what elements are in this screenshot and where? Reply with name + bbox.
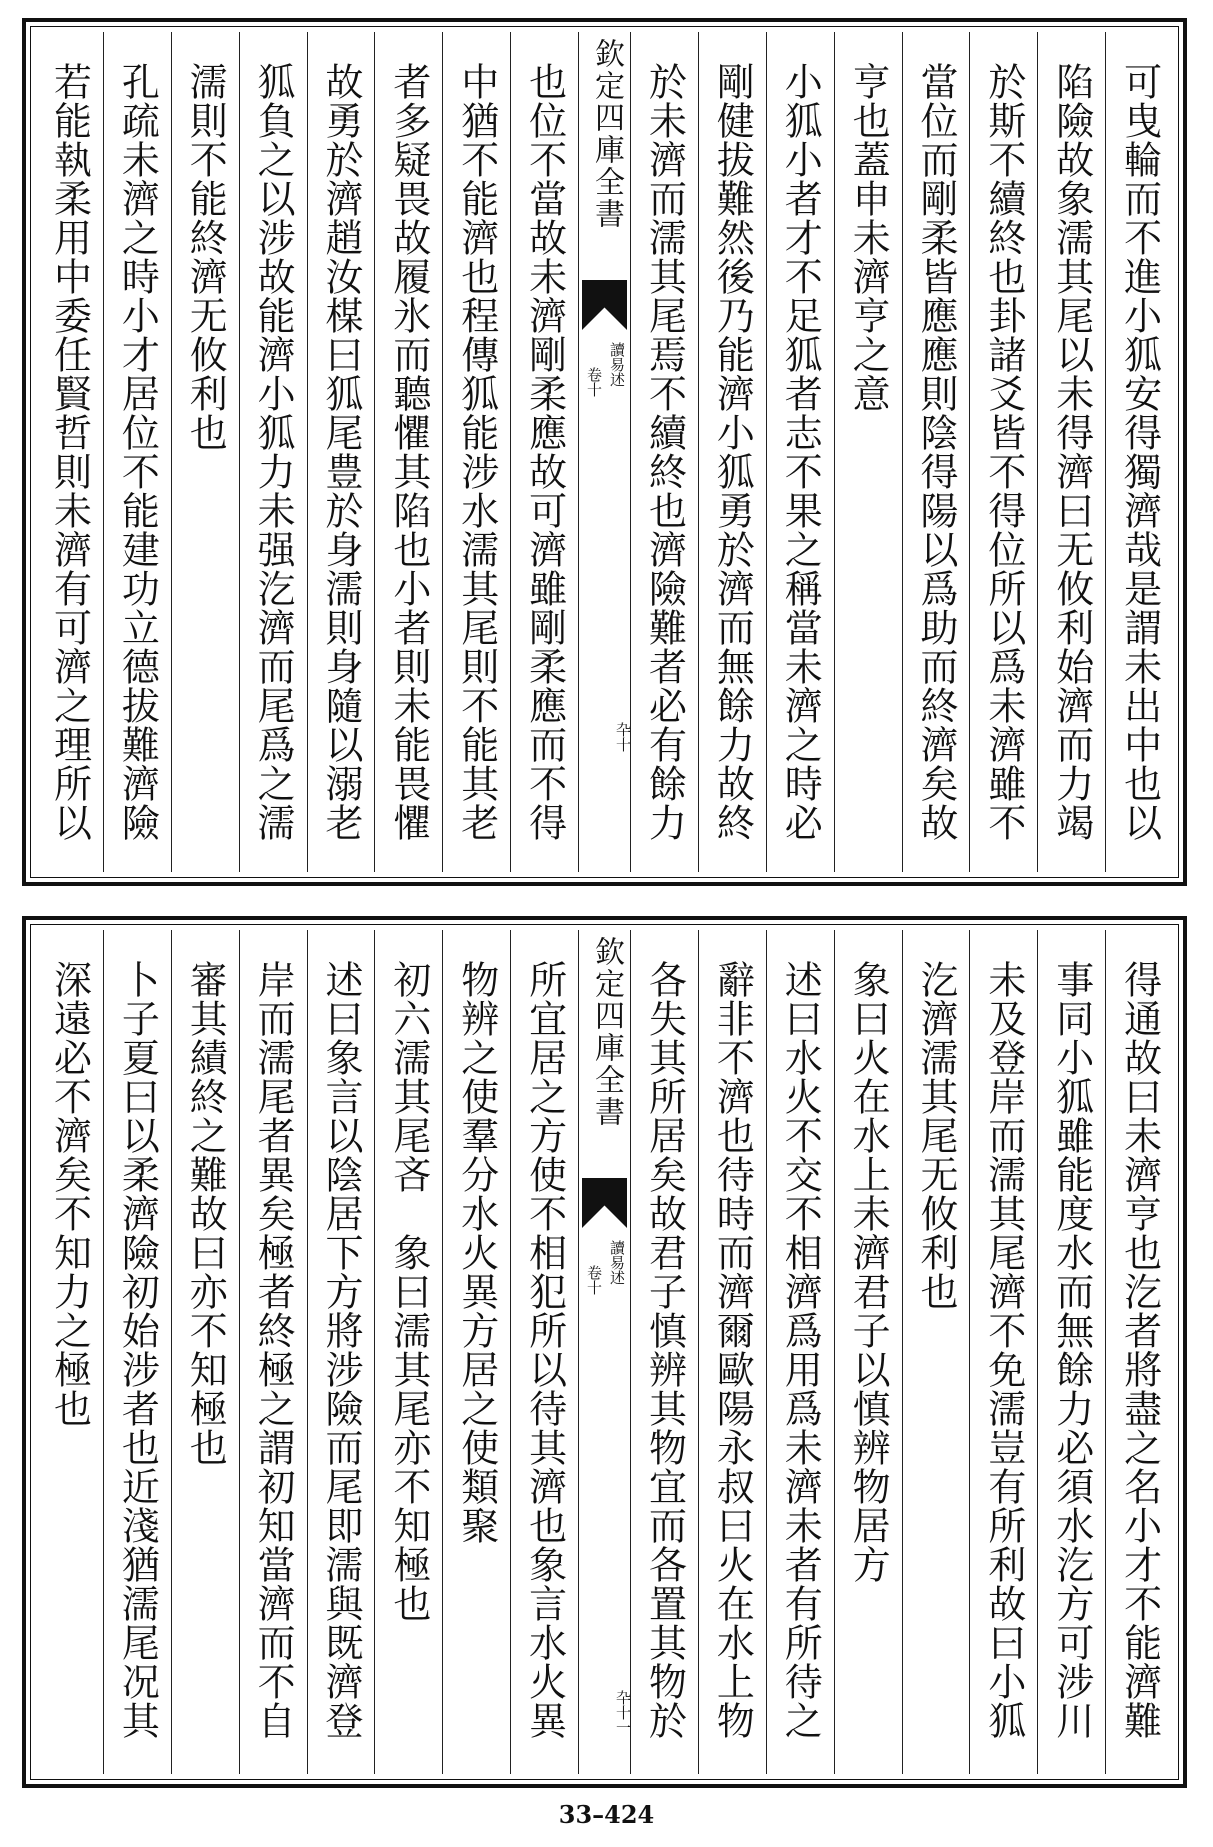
book-title: 讀易述: [608, 342, 626, 387]
text-column: 濡則不能終濟无攸利也: [171, 32, 239, 872]
text-column: 也位不當故未濟剛柔應故可濟雖剛柔應而不得: [510, 32, 578, 872]
text-column: 述曰象言以陰居下方將涉險而尾即濡與既濟登: [307, 930, 375, 1774]
text-column: 可曳輪而不進小狐安得獨濟哉是謂未出中也以: [1105, 32, 1173, 872]
text-column: 物辨之使羣分水火異方居之使類聚: [442, 930, 510, 1774]
text-column: 中猶不能濟也程傳狐能涉水濡其尾則不能其老: [442, 32, 510, 872]
leaf-number: 卆十一: [614, 1690, 632, 1735]
text-column: 小狐小者才不足狐者志不果之稱當未濟之時必: [766, 32, 834, 872]
text-column: 剛健拔難然後乃能濟小狐勇於濟而無餘力故終: [698, 32, 766, 872]
text-column: 陷險故象濡其尾以未得濟曰无攸利始濟而力竭: [1037, 32, 1105, 872]
text-column: 狐負之以涉故能濟小狐力未强汔濟而尾爲之濡: [239, 32, 307, 872]
juan-number: 卷十: [585, 1265, 603, 1295]
text-column: 當位而剛柔皆應應則陰得陽以爲助而終濟矣故: [902, 32, 970, 872]
text-column: 未及登岸而濡其尾濟不免濡豈有所利故曰小狐: [969, 930, 1037, 1774]
text-column: 事同小狐雖能度水而無餘力必須水汔方可涉川: [1037, 930, 1105, 1774]
bottom-half-page: [22, 916, 1187, 1788]
fold-center-column: [578, 930, 630, 1774]
text-column: 於未濟而濡其尾焉不續終也濟險難者必有餘力: [630, 32, 698, 872]
text-columns: [36, 930, 1173, 1774]
fold-center-column: [578, 32, 630, 872]
text-column: 審其績終之難故曰亦不知極也: [171, 930, 239, 1774]
text-column: 得通故曰未濟亨也汔者將盡之名小才不能濟難: [1105, 930, 1173, 1774]
collection-title: 欽定四庫全書: [589, 38, 624, 230]
text-columns: [36, 32, 1173, 872]
text-column: 孔疏未濟之時小才居位不能建功立德拔難濟險: [103, 32, 171, 872]
text-column: 各失其所居矣故君子慎辨其物宜而各置其物於: [630, 930, 698, 1774]
text-column: 者多疑畏故履氷而聽懼其陷也小者則未能畏懼: [374, 32, 442, 872]
text-column: 故勇於濟趙汝楳曰狐尾豊於身濡則身隨以溺老: [307, 32, 375, 872]
text-column: 所宜居之方使不相犯所以待其濟也象言水火異: [510, 930, 578, 1774]
text-column: 初六濡其尾吝 象曰濡其尾亦不知極也: [374, 930, 442, 1774]
page-number: 33–424: [558, 1800, 655, 1829]
leaf-number: 卆十: [614, 722, 632, 752]
juan-number: 卷十: [585, 367, 603, 397]
book-title: 讀易述: [608, 1240, 626, 1285]
text-column: 述曰水火不交不相濟爲用爲未濟未者有所待之: [766, 930, 834, 1774]
fish-tail-mark: [582, 1178, 627, 1228]
text-column: 象曰火在水上未濟君子以慎辨物居方: [834, 930, 902, 1774]
top-half-page: [22, 18, 1187, 886]
text-column: 辭非不濟也待時而濟爾歐陽永叔曰火在水上物: [698, 930, 766, 1774]
fish-tail-mark: [582, 280, 627, 330]
text-column: 岸而濡尾者異矣極者終極之謂初知當濟而不自: [239, 930, 307, 1774]
text-column: 深遠必不濟矣不知力之極也: [47, 960, 92, 1428]
text-column: 卜子夏曰以柔濟險初始涉者也近淺猶濡尾况其: [103, 930, 171, 1774]
text-column: 於斯不續終也卦諸爻皆不得位所以爲未濟雖不: [969, 32, 1037, 872]
text-column: 亨也蓋申未濟亨之意: [834, 32, 902, 872]
collection-title: 欽定四庫全書: [589, 936, 624, 1128]
text-column: 若能執柔用中委任賢哲則未濟有可濟之理所以: [47, 62, 92, 842]
text-column: 汔濟濡其尾无攸利也: [902, 930, 970, 1774]
